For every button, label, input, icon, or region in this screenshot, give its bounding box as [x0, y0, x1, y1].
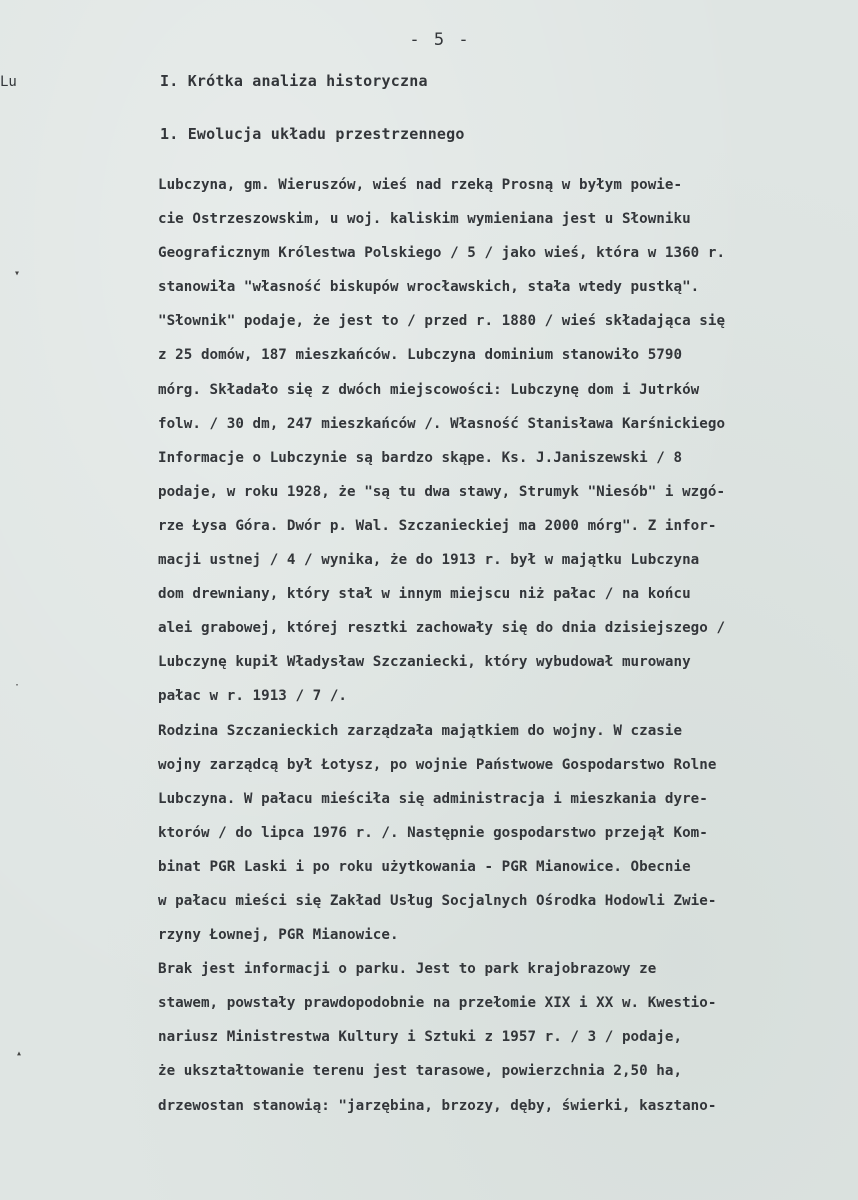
- text-line: podaje, w roku 1928, że "są tu dwa stawy, Strumyk "Niesób" i wzgó-: [158, 483, 726, 500]
- text-line: Geograficznym Królestwa Polskiego / 5 / jako wieś, która w 1360 r.: [158, 245, 726, 262]
- margin-tick-mark: ·: [14, 680, 21, 691]
- text-line: Lubczyna, gm. Wieruszów, wieś nad rzeką Prosną w byłym powie-: [158, 177, 683, 193]
- margin-note: Lu: [0, 74, 17, 90]
- text-line: drzewostan stanowią: "jarzębina, brzozy, dęby, świerki, kasztano-: [158, 1097, 717, 1114]
- text-line: Lubczyna. W pałacu mieściła się administracja i mieszkania dyre-: [158, 790, 708, 807]
- text-line: cie Ostrzeszowskim, u woj. kaliskim wymieniana jest u Słowniku: [158, 211, 691, 228]
- text-line: z 25 domów, 187 mieszkańców. Lubczyna dominium stanowiło 5790: [158, 347, 683, 364]
- text-line: macji ustnej / 4 / wynika, że do 1913 r. był w majątku Lubczyna: [158, 552, 700, 569]
- text-line: folw. / 30 dm, 247 mieszkańców /. Własność Stanisława Karśnickiego: [158, 415, 726, 432]
- page-number: - 5 -: [409, 30, 471, 50]
- text-line: mórg. Składało się z dwóch miejscowości: Lubczynę dom i Jutrków: [158, 381, 700, 398]
- text-line: binat PGR Laski i po roku użytkowania - PGR Mianowice. Obecnie: [158, 858, 691, 875]
- margin-tick-mark: ▴: [16, 1048, 23, 1059]
- subsection-heading: 1. Ewolucja układu przestrzennego: [160, 125, 465, 143]
- text-line: Rodzina Szczanieckich zarządzała majątkiem do wojny. W czasie: [158, 722, 683, 739]
- text-line: Informacje o Lubczynie są bardzo skąpe. Ks. J.Janiszewski / 8: [158, 449, 683, 466]
- text-line: pałac w r. 1913 / 7 /.: [158, 688, 348, 705]
- margin-tick-mark: ▾: [14, 268, 21, 279]
- text-line: rze Łysa Góra. Dwór p. Wal. Szczanieckiej ma 2000 mórg". Z infor-: [158, 517, 717, 534]
- text-line: dom drewniany, który stał w innym miejscu niż pałac / na końcu: [158, 586, 691, 603]
- text-line: Lubczynę kupił Władysław Szczaniecki, który wybudował murowany: [158, 654, 691, 671]
- text-line: stanowiła "własność biskupów wrocławskich, stała wtedy pustką".: [158, 279, 700, 296]
- body-text: [158, 168, 850, 1123]
- text-line: stawem, powstały prawdopodobnie na przełomie XIX i XX w. Kwestio-: [158, 995, 717, 1012]
- text-line: rzyny Łownej, PGR Mianowice.: [158, 927, 399, 944]
- text-line: w pałacu mieści się Zakład Usług Socjalnych Ośrodka Hodowli Zwie-: [158, 892, 717, 909]
- text-line: Brak jest informacji o parku. Jest to park krajobrazowy ze: [158, 961, 657, 978]
- text-line: wojny zarządcą był Łotysz, po wojnie Państwowe Gospodarstwo Rolne: [158, 756, 717, 773]
- text-line: że ukształtowanie terenu jest tarasowe, powierzchnia 2,50 ha,: [158, 1063, 683, 1080]
- section-heading: I. Krótka analiza historyczna: [160, 72, 428, 90]
- text-line: ktorów / do lipca 1976 r. /. Następnie gospodarstwo przejął Kom-: [158, 824, 708, 841]
- text-line: nariusz Ministrestwa Kultury i Sztuki z 1957 r. / 3 / podaje,: [158, 1029, 683, 1046]
- text-line: alei grabowej, której resztki zachowały się do dnia dzisiejszego /: [158, 620, 726, 637]
- text-line: "Słownik" podaje, że jest to / przed r. 1880 / wieś składająca się: [158, 313, 726, 330]
